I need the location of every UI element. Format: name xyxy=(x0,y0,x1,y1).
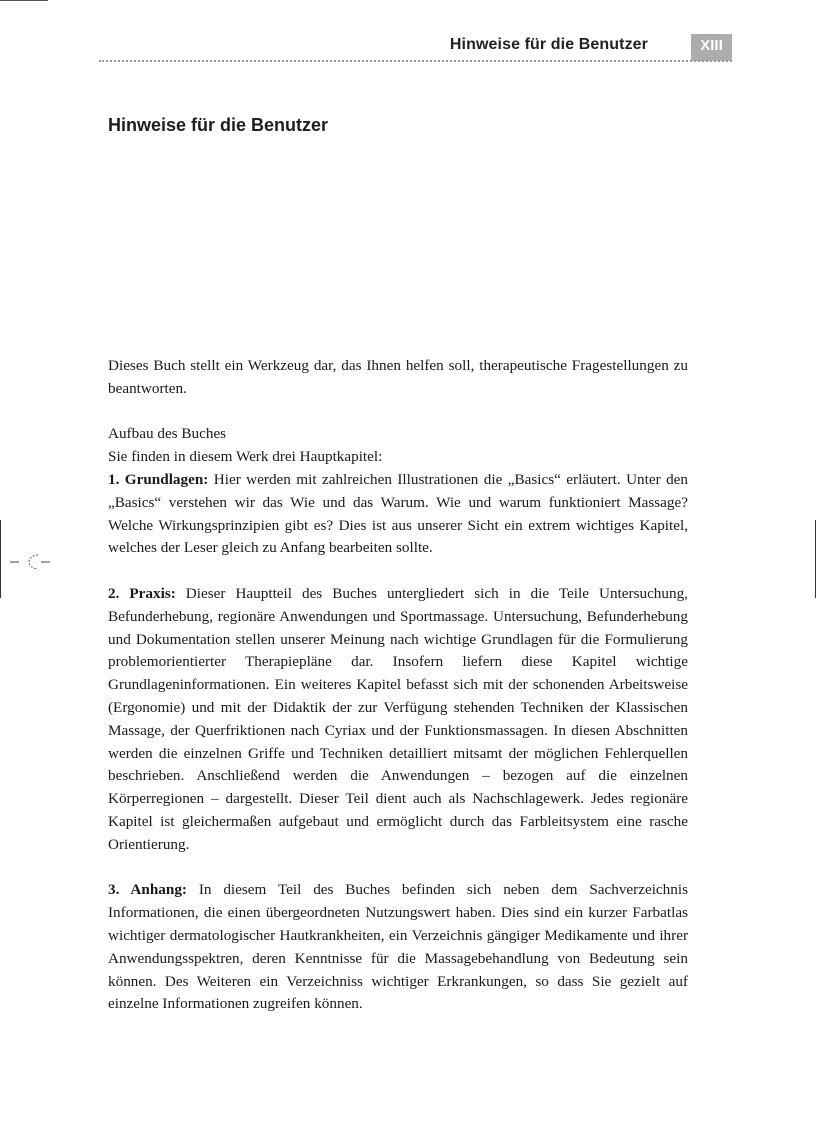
paragraph-gap xyxy=(108,560,688,583)
section-text: Hier werden mit zahlreichen Illustrationen die „Basics“ erläutert. Unter den „Basics“ verstehen wir das Wie und das Warum. Wie und warum funktioniert Massage? Welche Wirkungsprinzipien gibt es? Dies ist aus unserer Sicht ein extrem wichtiges Kapitel, welches der Leser gleich zu Anfang bearbeiten sollte. xyxy=(108,470,689,557)
paragraph-gap xyxy=(108,401,688,424)
section-anhang xyxy=(108,879,688,1016)
running-head-title: Hinweise für die Benutzer xyxy=(449,36,648,53)
chapter-title: Hinweise für die Benutzer xyxy=(108,115,329,135)
fold-mark-left xyxy=(0,520,1,598)
intro-paragraph: Dieses Buch stellt ein Werkzeug dar, das Ihnen helfen soll, therapeutische Fragestellungen zu beantworten. xyxy=(108,357,688,397)
section-term: 1. Grundlagen: xyxy=(108,470,209,488)
running-head xyxy=(99,34,732,62)
header-rule xyxy=(99,60,732,62)
registration-mark-icon xyxy=(10,551,50,573)
section-text: Dieser Hauptteil des Buches untergliedert sich in die Teile Untersuchung, Befunderhebung, regionäre Anwendungen und Sportmassage. Untersuchung, Befunderhebung und Dokumentation stellen unserer Meinung nach wichtige Grundlagen für die Formulierung problemorientierter Therapiepläne dar. Insofern liefern diese Kapitel wichtige Grundlageninformationen. Ein weiteres Kapitel befasst sich mit der schonenden Arbeitsweise (Ergonomie) und mit der Didaktik der zur Verfügung stehenden Techniken der Klassischen Massage, der Querfriktionen nach Cyriax und der Funktionsmassagen. In diesen Abschnitten werden die einzelnen Griffe und Techniken detailliert mitsamt der möglichen Fehlerquellen beschrieben. Anschließend werden die Anwendungen – bezogen auf die einzelnen Körperregionen – dargestellt. Dieser Teil dient auch als Nachschlagewerk. Jedes regionäre Kapitel ist gleichermaßen aufgebaut und ermöglicht durch das Farbleitsystem eine rasche Orientierung. xyxy=(108,584,688,853)
crop-mark-top xyxy=(0,0,48,1)
page-number: XIII xyxy=(691,34,732,61)
section-grundlagen xyxy=(108,469,688,560)
body-text xyxy=(108,355,688,1016)
paragraph-gap xyxy=(108,857,688,880)
section-text: In diesem Teil des Buches befinden sich neben dem Sachverzeichnis Informationen, die einen übergeordneten Nutzungswert haben. Dies sind ein kurzer Farbatlas wichtiger dermatologischer Hautkrankheiten, ein Verzeichnis gängiger Medikamente und ihrer Anwendungsspektren, deren Kenntnisse für die Massagebehandlung von Bedeutung sein können. Des Weiteren ein Verzeichniss wichtiger Erkrankungen, so dass Sie gezielt auf einzelne Informationen zugreifen können. xyxy=(108,881,688,1013)
structure-heading: Aufbau des Buches xyxy=(108,425,227,443)
section-term: 2. Praxis: xyxy=(108,584,176,602)
section-praxis xyxy=(108,583,688,857)
section-term: 3. Anhang: xyxy=(108,881,187,899)
structure-lead: Sie finden in diesem Werk drei Hauptkapitel: xyxy=(108,448,383,466)
